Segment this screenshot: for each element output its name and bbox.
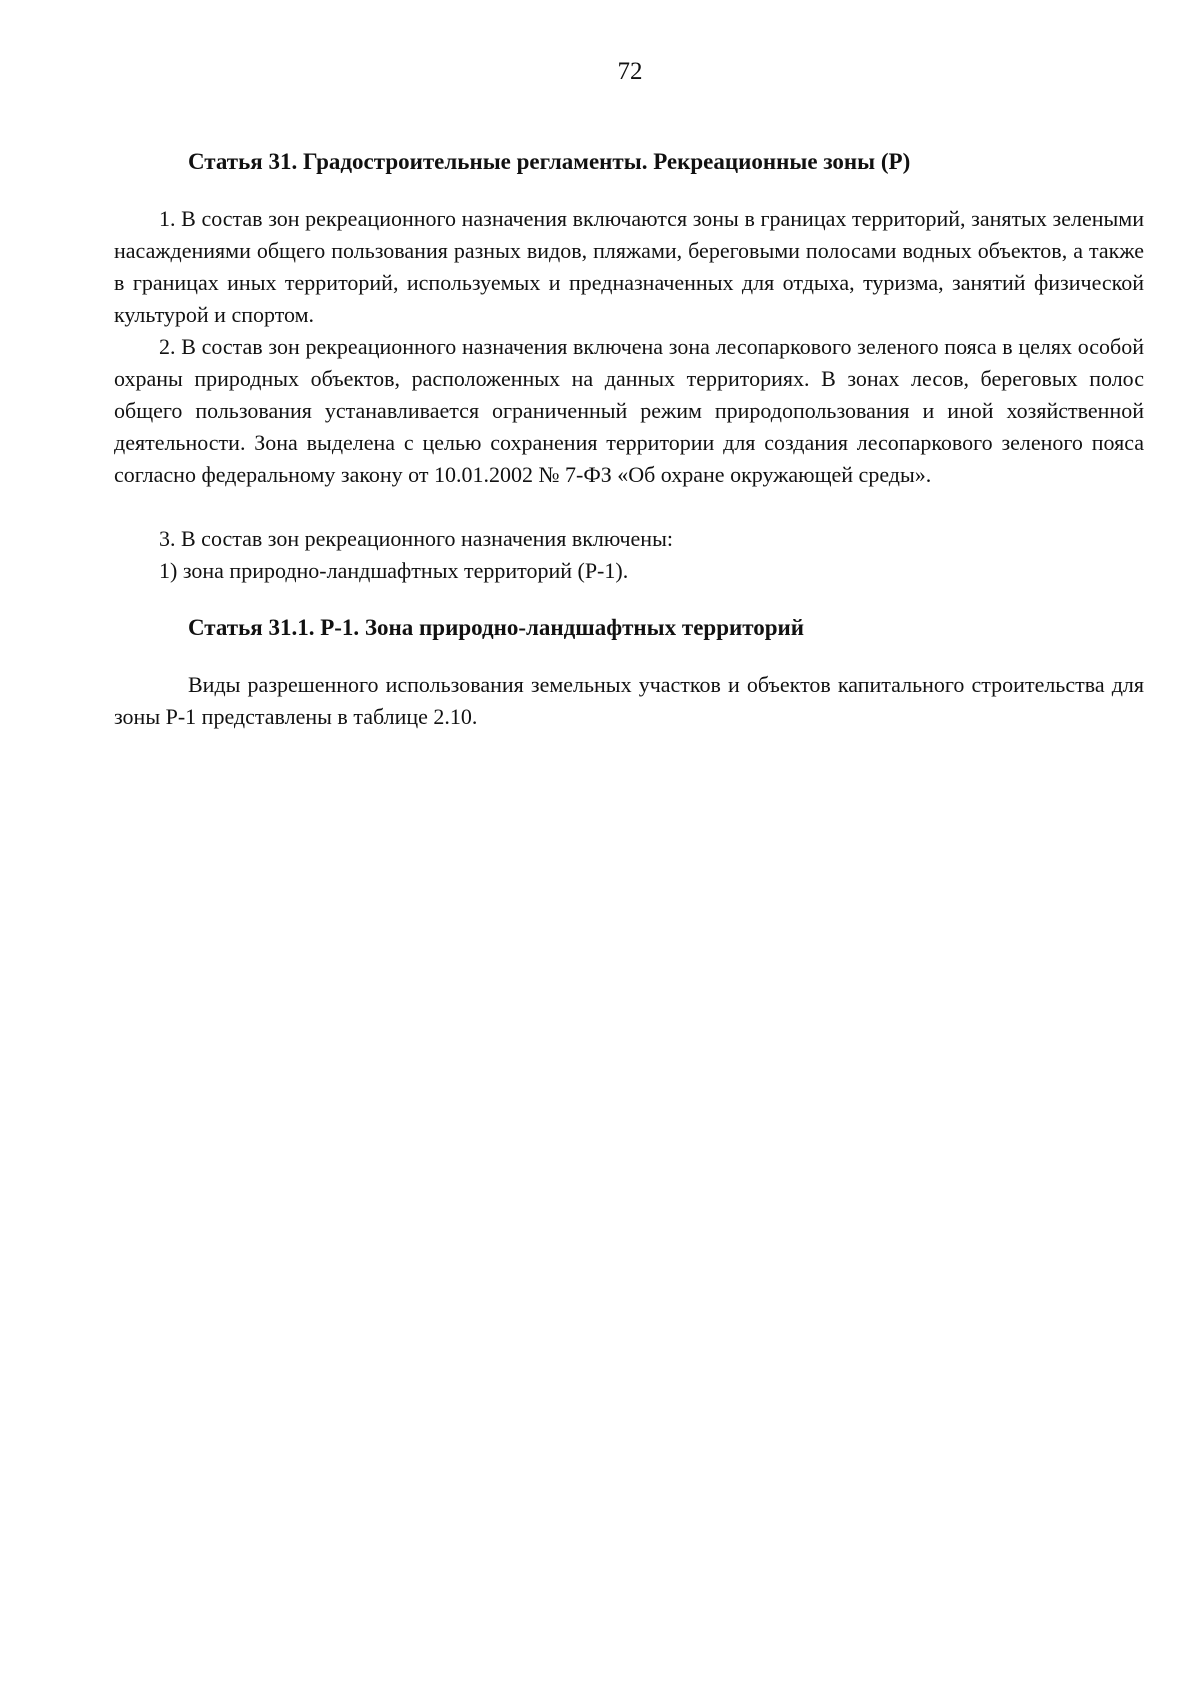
article-31-paragraph-3: 3. В состав зон рекреационного назначения включены:	[159, 526, 673, 551]
article-31-1-paragraph: Виды разрешенного использования земельных участков и объектов капитального строительства для зоны Р-1 представлены в таблице 2.10.	[114, 672, 1144, 729]
page-number: 72	[617, 58, 643, 85]
article-31-list-item-1: 1) зона природно-ландшафтных территорий (Р-1).	[159, 558, 629, 583]
article-31-heading: Статья 31. Градостроительные регламенты. Рекреационные зоны (Р)	[188, 149, 911, 174]
article-31-paragraph-1: 1. В состав зон рекреационного назначения включаются зоны в границах территорий, занятых зелеными насаждениями общего пользования разных видов, пляжами, береговыми полосами водных объектов, а также в границах иных территорий, используемых и предназначенных для отдыха, туризма, занятий физической культурой и спортом.	[114, 206, 1144, 327]
article-31-1-heading: Статья 31.1. Р-1. Зона природно-ландшафтных территорий	[188, 615, 805, 640]
article-31-paragraph-2: 2. В состав зон рекреационного назначения включена зона лесопаркового зеленого пояса в целях особой охраны природных объектов, расположенных на данных территориях. В зонах лесов, береговых полос общего пользования устанавливается ограниченный режим природопользования и иной хозяйственной деятельности. Зона выделена с целью сохранения территории для создания лесопаркового зеленого пояса согласно федеральному закону от 10.01.2002 № 7-ФЗ «Об охране окружающей среды».	[114, 334, 1144, 487]
